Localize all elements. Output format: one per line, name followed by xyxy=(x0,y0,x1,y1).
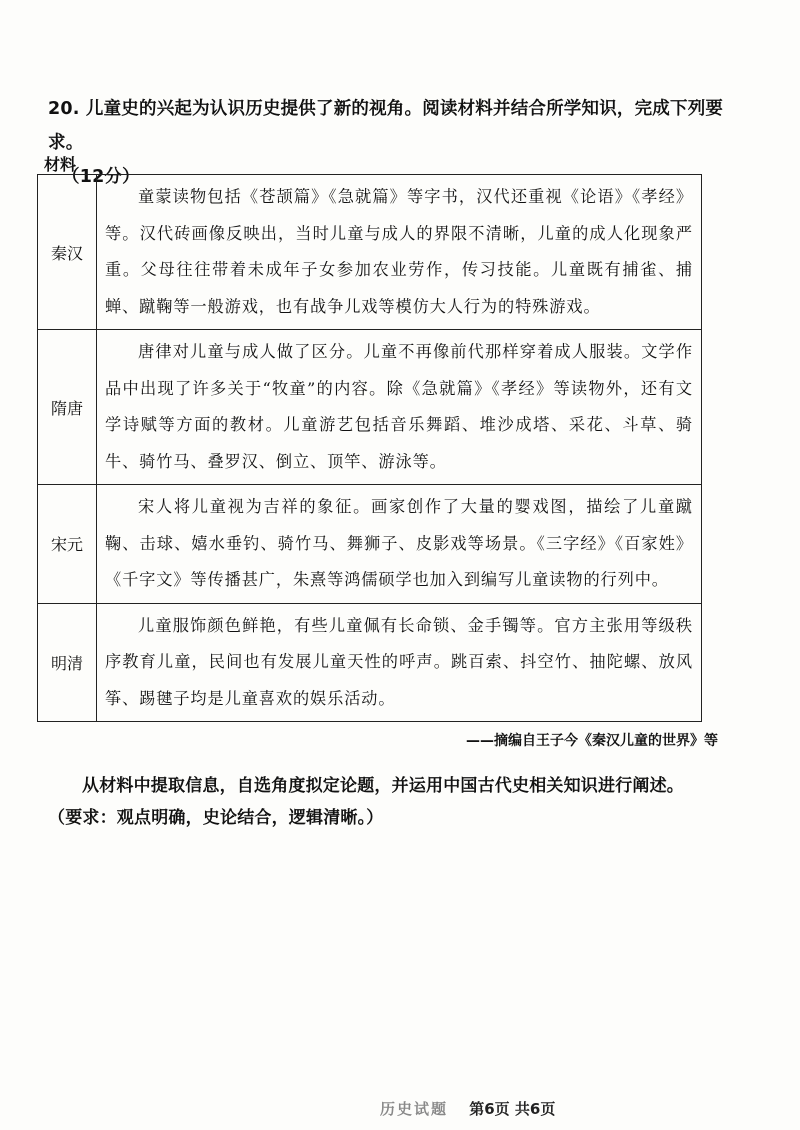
era-cell: 隋唐 xyxy=(38,330,97,485)
question-score: （12分） xyxy=(62,167,140,187)
material-table xyxy=(37,174,702,722)
content-cell: 唐律对儿童与成人做了区分。儿童不再像前代那样穿着成人服装。文学作品中出现了许多关于“牧童”的内容。除《急就篇》《孝经》等读物外，还有文学诗赋等方面的教材。儿童游艺包括音乐舞蹈、堆沙成塔、采花、斗草、骑牛、骑竹马、叠罗汉、倒立、顶竿、游泳等。 xyxy=(97,330,702,485)
table-row xyxy=(38,175,702,330)
content-cell: 宋人将儿童视为吉祥的象征。画家创作了大量的婴戏图，描绘了儿童蹴鞠、击球、嬉水垂钓、骑竹马、舞狮子、皮影戏等场景。《三字经》《百家姓》《千字文》等传播甚广，朱熹等鸿儒硕学也加入到编写儿童读物的行列中。 xyxy=(97,485,702,604)
era-cell: 秦汉 xyxy=(38,175,97,330)
footer-subject: 历史试题 xyxy=(380,1100,449,1118)
era-cell: 明清 xyxy=(38,603,97,722)
source-citation: ——摘编自王子今《秦汉儿童的世界》等 xyxy=(466,733,718,749)
era-cell: 宋元 xyxy=(38,485,97,604)
table-row xyxy=(38,330,702,485)
table-row xyxy=(38,485,702,604)
footer-page-number: 第6页 共6页 xyxy=(469,1100,556,1118)
content-cell: 儿童服饰颜色鲜艳，有些儿童佩有长命锁、金手镯等。官方主张用等级秩序教育儿童，民间也有发展儿童天性的呼声。跳百索、抖空竹、抽陀螺、放风筝、踢毽子均是儿童喜欢的娱乐活动。 xyxy=(97,603,702,722)
material-label: 材料 xyxy=(44,155,77,174)
table-row xyxy=(38,603,702,722)
page-footer xyxy=(380,1098,555,1119)
question-text: 20. 儿童史的兴起为认识历史提供了新的视角。阅读材料并结合所学知识，完成下列要求。 xyxy=(48,99,724,153)
task-instruction: 从材料中提取信息，自选角度拟定论题，并运用中国古代史相关知识进行阐述。（要求：观点明确，史论结合，逻辑清晰。） xyxy=(48,776,684,828)
content-cell: 童蒙读物包括《苍颉篇》《急就篇》等字书，汉代还重视《论语》《孝经》等。汉代砖画像反映出，当时儿童与成人的界限不清晰，儿童的成人化现象严重。父母往往带着未成年子女参加农业劳作，传习技能。儿童既有捕雀、捕蝉、蹴鞠等一般游戏，也有战争儿戏等模仿大人行为的特殊游戏。 xyxy=(97,175,702,330)
